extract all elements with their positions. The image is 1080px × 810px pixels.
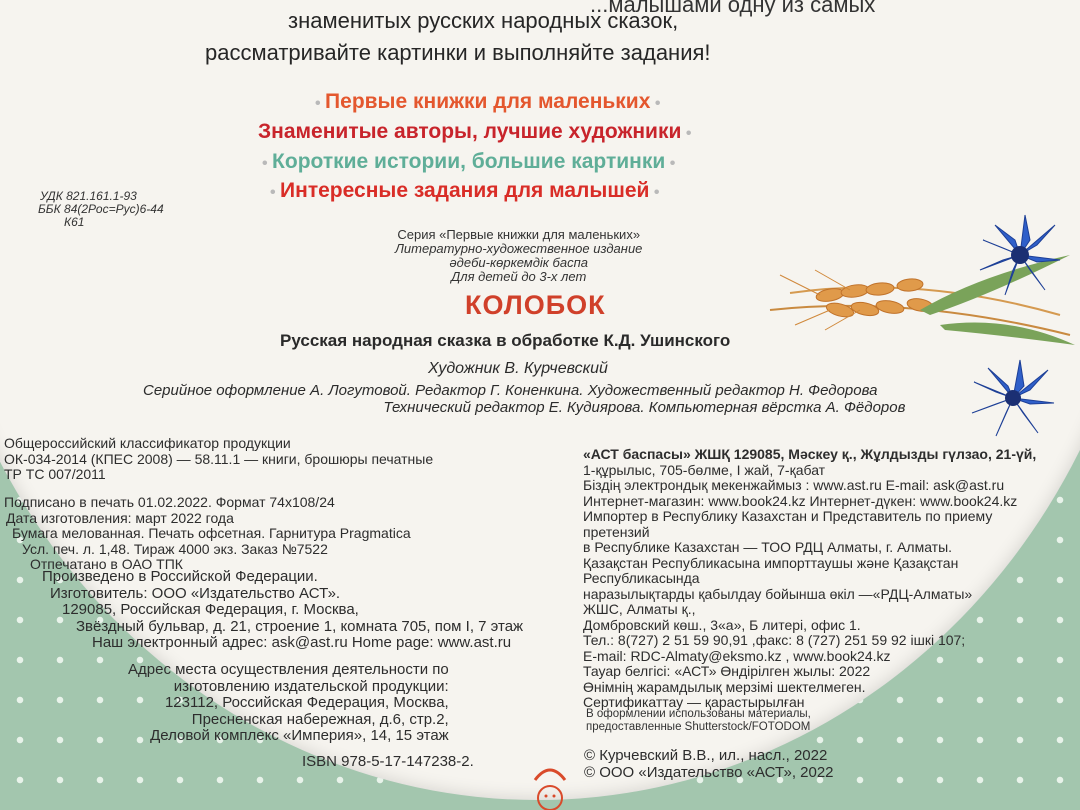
kz-line: претензий bbox=[583, 523, 650, 540]
print-info-block bbox=[4, 495, 411, 573]
book-artist: Художник В. Курчевский bbox=[428, 360, 608, 377]
kz-line: E-mail: RDC-Almaty@eksmo.kz , www.book24.kz bbox=[583, 647, 891, 664]
kz-line: Өнімнің жарамдылық мерзімі шектелмеген. bbox=[583, 678, 866, 695]
bullet-3 bbox=[262, 150, 675, 174]
bullet-3-text: Короткие истории, большие картинки bbox=[272, 150, 666, 173]
copyright-block bbox=[584, 748, 834, 781]
manufacturer-block bbox=[42, 569, 523, 652]
bullet-dot: • bbox=[270, 184, 281, 201]
intro-line-0: ...малышами одну из самых bbox=[590, 0, 876, 17]
kz-line: Біздің электрондық мекенжаймыз : www.ast.ru E-mail: ask@ast.ru bbox=[583, 477, 1005, 493]
kz-line: Тел.: 8(727) 2 51 59 90,91 ,факс: 8 (727) 251 59 92 ішкі 107; bbox=[583, 632, 966, 648]
bullet-4-text: Интересные задания для малышей bbox=[280, 179, 650, 202]
materials-line: В оформлении использованы материалы, bbox=[586, 708, 811, 720]
manufacturer-line: Изготовитель: ООО «Издательство АСТ». bbox=[50, 584, 341, 602]
manufacturer-line: 129085, Российская Федерация, г. Москва, bbox=[62, 601, 359, 618]
kz-line: Импортер в Республику Казахстан и Представитель по приему bbox=[583, 508, 993, 524]
print-info-line: Бумага мелованная. Печать офсетная. Гарнитура Pragmatica bbox=[12, 525, 411, 541]
udk-code: УДК 821.161.1-93 bbox=[40, 189, 137, 203]
bullet-2-text: Знаменитые авторы, лучшие художники bbox=[258, 120, 682, 143]
edition-type-kz: әдеби-көркемдік баспа bbox=[449, 255, 588, 270]
age-rating: Для детей до 3-х лет bbox=[451, 269, 587, 284]
classifier-block bbox=[4, 436, 433, 483]
kz-publisher-block bbox=[583, 447, 1036, 711]
credits-block bbox=[143, 382, 906, 416]
kz-line: Тауар белгісі: «АСТ» Өндірілген жылы: 2022 bbox=[583, 663, 871, 679]
print-info-line: Отпечатано в ОАО ТПК bbox=[30, 556, 183, 572]
kz-line: Республикасында bbox=[583, 570, 700, 586]
kz-line: Сертификаттау — қарастырылған bbox=[583, 694, 805, 710]
intro-line-1: знаменитых русских народных сказок, bbox=[288, 8, 679, 33]
intro-line-2: рассматривайте картинки и выполняйте задания! bbox=[205, 40, 711, 65]
copyright-line: © Курчевский В.В., ил., насл., 2022 bbox=[584, 747, 828, 764]
edition-type: Литературно-художественное издание bbox=[395, 241, 643, 256]
book-title: КОЛОБОК bbox=[465, 290, 606, 320]
address-line: изготовлению издательской продукции: bbox=[173, 677, 449, 695]
address-line: 123112, Российская Федерация, Москва, bbox=[164, 694, 449, 711]
book-subtitle: Русская народная сказка в обработке К.Д. Ушинского bbox=[280, 331, 731, 350]
bullet-dot: • bbox=[315, 95, 326, 112]
author-mark: К61 bbox=[64, 215, 85, 229]
print-info-line: Усл. печ. л. 1,48. Тираж 4000 экз. Заказ №7522 bbox=[22, 540, 328, 557]
bullet-dot: • bbox=[665, 155, 676, 172]
publisher-logo-icon bbox=[525, 760, 575, 810]
cornflower-center bbox=[1011, 246, 1029, 264]
classifier-line-1: Общероссийский классификатор продукции bbox=[4, 435, 291, 451]
manufacturer-line: Звёздный бульвар, д. 21, строение 1, комната 705, пом I, 7 этаж bbox=[76, 617, 524, 635]
kz-line: «АСТ баспасы» ЖШҚ 129085, Мәскеу қ., Жұлдызды гүлзао, 21-үй, bbox=[583, 446, 1037, 462]
credits-line-1: Серийное оформление А. Логутовой. Редактор Г. Коненкина. Художественный редактор Н. Федорова bbox=[143, 382, 878, 399]
isbn: ISBN 978-5-17-147238-2. bbox=[302, 753, 474, 770]
bullet-dot: • bbox=[681, 125, 692, 142]
udk-block bbox=[40, 190, 164, 229]
bullet-1 bbox=[315, 90, 660, 114]
bullet-4 bbox=[270, 179, 659, 203]
copyright-line: © ООО «Издательство «АСТ», 2022 bbox=[584, 763, 834, 781]
kz-line: Домбровский көш., 3«а», Б литері, офис 1. bbox=[583, 616, 861, 633]
series-block bbox=[395, 228, 642, 284]
kz-line: 1-құрылыс, 705-бөлме, I жай, 7-қабат bbox=[583, 461, 826, 478]
cornflower-center bbox=[1005, 390, 1021, 406]
materials-line: предоставленные Shutterstock/FOTODOM bbox=[586, 720, 811, 733]
address-line: Деловой комплекс «Империя», 14, 15 этаж bbox=[150, 727, 449, 744]
manufacturer-line: Произведено в Российской Федерации. bbox=[42, 568, 318, 585]
cornflower-icon bbox=[968, 358, 1058, 438]
credits-line-2: Технический редактор Е. Кудиярова. Компьютерная вёрстка А. Фёдоров bbox=[383, 399, 906, 416]
classifier-line-3: ТР ТС 007/2011 bbox=[4, 466, 106, 482]
bullet-2 bbox=[258, 120, 691, 144]
bullet-dot: • bbox=[649, 184, 660, 201]
kz-line: в Республике Казахстан — ТОО РДЦ Алматы, г. Алматы. bbox=[583, 539, 953, 555]
bullet-dot: • bbox=[650, 95, 661, 112]
print-info-line: Подписано в печать 01.02.2022. Формат 74x108/24 bbox=[4, 494, 335, 510]
bullet-1-text: Первые книжки для маленьких bbox=[325, 90, 651, 113]
materials-note bbox=[586, 708, 811, 733]
bbk-code: ББК 84(2Рос=Рус)6-44 bbox=[38, 202, 164, 216]
print-info-line: Дата изготовления: март 2022 года bbox=[6, 509, 234, 526]
address-block bbox=[128, 662, 449, 745]
kz-line: Интернет-магазин: www.book24.kz Интернет-дүкен: www.book24.kz bbox=[583, 492, 1018, 509]
bullet-dot: • bbox=[262, 155, 273, 172]
kz-line: ЖШС, Алматы қ., bbox=[583, 601, 696, 617]
address-line: Пресненская набережная, д.6, стр.2, bbox=[191, 710, 449, 728]
kz-line: Қазақстан Республикасына импорттаушы және Қазақстан bbox=[583, 554, 959, 571]
manufacturer-line: Наш электронный адрес: ask@ast.ru Home page: www.ast.ru bbox=[92, 634, 512, 651]
kz-line: наразылықтарды қабылдау бойынша өкіл —«РДЦ-Алматы» bbox=[583, 585, 973, 602]
classifier-line-2: ОК-034-2014 (КПЕС 2008) — 58.11.1 — книги, брошюры печатные bbox=[4, 450, 434, 467]
address-line: Адрес места осуществления деятельности по bbox=[128, 661, 449, 678]
cornflower-icon bbox=[975, 210, 1065, 300]
series-name: Серия «Первые книжки для маленьких» bbox=[397, 227, 641, 242]
